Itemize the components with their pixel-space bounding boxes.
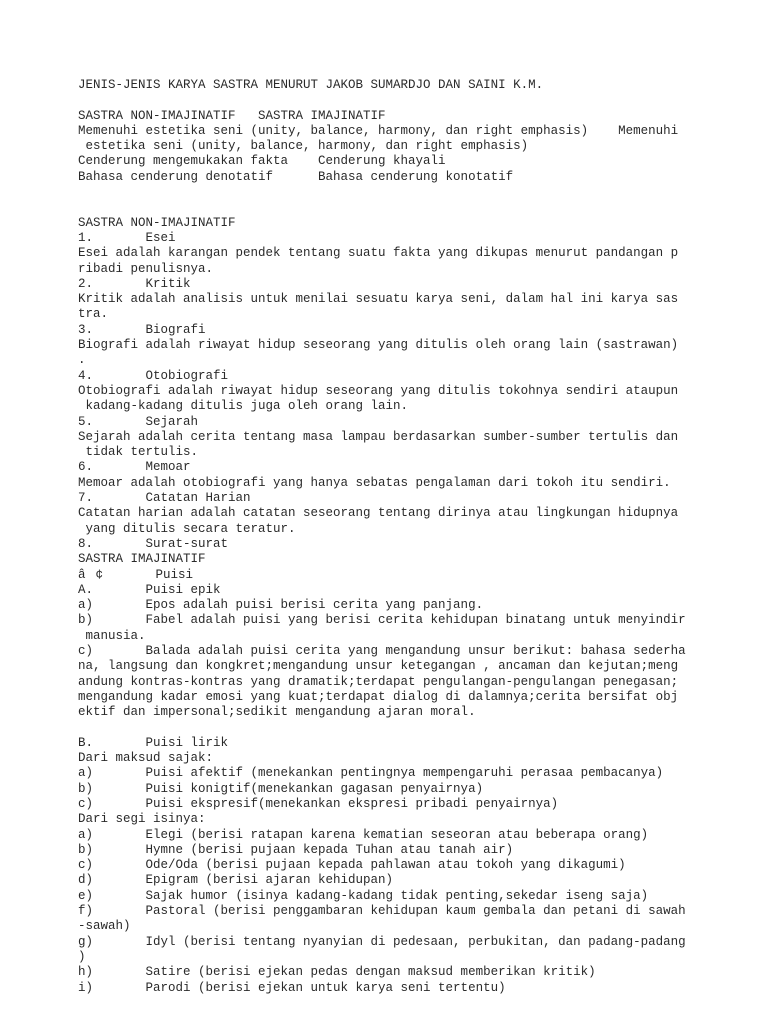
text-line: tidak tertulis.: [78, 445, 199, 460]
text-line: 3. Biografi: [78, 322, 206, 337]
text-line: b) Puisi konigtif(menekankan gagasan penyairnya): [78, 781, 484, 796]
text-line: Cenderung mengemukakan fakta Cenderung khayali: [78, 154, 446, 169]
text-line: 7. Catatan Harian: [78, 491, 251, 506]
text-line: c) Puisi ekspresif(menekankan ekspresi pribadi penyairnya): [78, 796, 559, 811]
text-line: g) Idyl (berisi tentang nyanyian di pedesaan, perbukitan, dan padang-padang: [78, 934, 686, 949]
text-line: d) Epigram (berisi ajaran kehidupan): [78, 873, 394, 888]
text-line: Sejarah adalah cerita tentang masa lampau berdasarkan sumber-sumber tertulis dan: [78, 429, 679, 444]
text-line: Dari segi isinya:: [78, 812, 206, 827]
text-line: SASTRA NON-IMAJINATIF SASTRA IMAJINATIF: [78, 108, 386, 123]
text-line: estetika seni (unity, balance, harmony, dan right emphasis): [78, 139, 529, 154]
text-line: Otobiografi adalah riwayat hidup seseorang yang ditulis tokohnya sendiri ataupun: [78, 383, 679, 398]
text-line: [78, 93, 698, 108]
text-line: a) Puisi afektif (menekankan pentingnya mempengaruhi perasaa pembacanya): [78, 766, 664, 781]
text-line: mengandung kadar emosi yang kuat;terdapat dialog di dalamnya;cerita bersifat obj: [78, 689, 679, 704]
text-line: yang ditulis secara teratur.: [78, 521, 296, 536]
text-line: JENIS-JENIS KARYA SASTRA MENURUT JAKOB SUMARDJO DAN SAINI K.M.: [78, 78, 544, 92]
text-line: [78, 200, 698, 215]
text-line: tra.: [78, 307, 109, 322]
text-line: 8. Surat-surat: [78, 536, 229, 551]
text-line: andung kontras-kontras yang dramatik;terdapat pengulangan-pengulangan penegasan;: [78, 674, 679, 689]
text-line: â¢ Puisi: [78, 567, 194, 582]
text-line: Biografi adalah riwayat hidup seseorang yang ditulis oleh orang lain (sastrawan): [78, 338, 679, 353]
text-line: B. Puisi lirik: [78, 735, 229, 750]
document-body: [78, 78, 698, 996]
text-line: kadang-kadang ditulis juga oleh orang lain.: [78, 399, 409, 414]
text-line: ): [78, 949, 86, 964]
text-line: ribadi penulisnya.: [78, 261, 214, 276]
text-line: b) Fabel adalah puisi yang berisi cerita kehidupan binatang untuk menyindir: [78, 613, 686, 628]
text-line: f) Pastoral (berisi penggambaran kehidupan kaum gembala dan petani di sawah: [78, 904, 686, 919]
text-line: Esei adalah karangan pendek tentang suatu fakta yang dikupas menurut pandangan p: [78, 246, 679, 261]
text-line: ektif dan impersonal;sedikit mengandung ajaran moral.: [78, 705, 476, 720]
text-line: -sawah): [78, 919, 131, 934]
text-line: 4. Otobiografi: [78, 368, 229, 383]
text-line: .: [78, 353, 86, 368]
text-line: Bahasa cenderung denotatif Bahasa cenderung konotatif: [78, 169, 514, 184]
text-line: [78, 720, 698, 735]
text-line: A. Puisi epik: [78, 582, 221, 597]
text-line: a) Elegi (berisi ratapan karena kematian seseoran atau beberapa orang): [78, 827, 649, 842]
text-line: Kritik adalah analisis untuk menilai sesuatu karya seni, dalam hal ini karya sas: [78, 292, 679, 307]
text-line: SASTRA NON-IMAJINATIF: [78, 215, 236, 230]
text-line: 6. Memoar: [78, 460, 191, 475]
text-line: Catatan harian adalah catatan seseorang tentang dirinya atau lingkungan hidupnya: [78, 506, 679, 521]
text-line: i) Parodi (berisi ejekan untuk karya seni tertentu): [78, 980, 506, 995]
text-line: b) Hymne (berisi pujaan kepada Tuhan atau tanah air): [78, 842, 514, 857]
text-line: h) Satire (berisi ejekan pedas dengan maksud memberikan kritik): [78, 965, 596, 980]
text-line: SASTRA IMAJINATIF: [78, 552, 206, 567]
text-line: 1. Esei: [78, 230, 176, 245]
text-line: a) Epos adalah puisi berisi cerita yang panjang.: [78, 598, 484, 613]
text-line: na, langsung dan kongkret;mengandung unsur ketegangan , ancaman dan kejutan;meng: [78, 659, 679, 674]
text-line: Memenuhi estetika seni (unity, balance, harmony, dan right emphasis) Memenuhi: [78, 123, 679, 138]
text-line: c) Balada adalah puisi cerita yang mengandung unsur berikut: bahasa sederha: [78, 643, 686, 658]
text-line: 2. Kritik: [78, 276, 191, 291]
text-line: manusia.: [78, 628, 146, 643]
text-line: e) Sajak humor (isinya kadang-kadang tidak penting,sekedar iseng saja): [78, 888, 649, 903]
text-line: [78, 185, 698, 200]
text-line: Memoar adalah otobiografi yang hanya sebatas pengalaman dari tokoh itu sendiri.: [78, 475, 671, 490]
text-line: Dari maksud sajak:: [78, 751, 214, 766]
text-line: c) Ode/Oda (berisi pujaan kepada pahlawan atau tokoh yang dikagumi): [78, 858, 626, 873]
text-line: 5. Sejarah: [78, 414, 199, 429]
